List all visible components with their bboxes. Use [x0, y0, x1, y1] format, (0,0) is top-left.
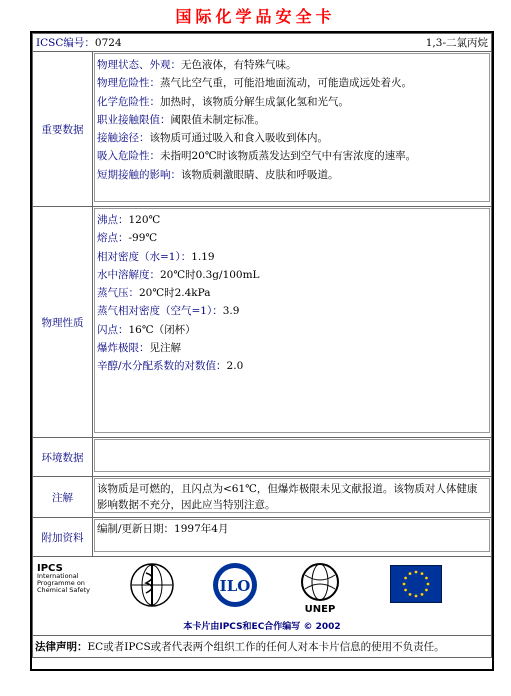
- property-value: -99℃: [128, 232, 158, 245]
- environment-label: 环境数据: [33, 438, 93, 477]
- property-key: 接触途径：: [97, 132, 150, 145]
- eu-flag-icon: [390, 565, 442, 603]
- additional-row: [33, 518, 492, 557]
- property-key: 闪点：: [97, 323, 129, 336]
- property-item: [97, 321, 487, 339]
- eu-star-icon: [404, 589, 407, 592]
- unep-label: UNEP: [304, 604, 336, 615]
- property-value: 该物质可通过吸入和食入吸收到体内。: [149, 132, 328, 145]
- eu-star-icon: [415, 571, 418, 574]
- property-key: 蒸气相对密度（空气=1）：: [97, 305, 223, 318]
- property-value: 20℃时2.4kPa: [139, 287, 211, 300]
- property-item: [97, 93, 487, 111]
- property-value: 1.19: [191, 250, 215, 263]
- physical-properties-row: [33, 207, 492, 438]
- property-key: 蒸气压：: [97, 287, 139, 300]
- property-item: [97, 74, 487, 92]
- notes-label: 注解: [33, 477, 93, 518]
- eu-star-icon: [425, 577, 428, 580]
- header-row: [33, 34, 492, 52]
- safety-card: [30, 31, 494, 671]
- who-emblem-icon: [128, 561, 176, 609]
- property-value: 见注解: [149, 342, 181, 355]
- property-value: 120℃: [128, 214, 161, 226]
- ipcs-title: IPCS: [37, 563, 63, 574]
- property-item: [97, 111, 487, 129]
- ipcs-block: [37, 565, 90, 594]
- property-key: 物理危险性：: [97, 77, 160, 90]
- logo-row: [33, 557, 492, 636]
- property-key: 沸点：: [97, 214, 129, 226]
- card-title: 国际化学品安全卡: [175, 7, 336, 26]
- ipcs-line: Programme on: [37, 579, 85, 587]
- property-value: 加热时，该物质分解生成氯化氢和光气。: [160, 95, 349, 108]
- svg-text:ILO: ILO: [219, 577, 251, 595]
- additional-text: 编制/更新日期：1997年4月: [94, 519, 490, 552]
- property-key: 物理状态、外观：: [97, 59, 181, 71]
- property-key: 熔点：: [97, 232, 129, 245]
- eu-star-icon: [403, 583, 406, 586]
- icsc-label: ICSC编号：: [36, 37, 95, 49]
- physical-properties-label: 物理性质: [33, 207, 93, 438]
- physical-properties-list: [94, 208, 490, 433]
- property-item: [97, 284, 487, 302]
- property-item: [97, 357, 487, 375]
- eu-star-icon: [427, 583, 430, 586]
- eu-star-icon: [421, 593, 424, 596]
- property-item: [97, 248, 487, 266]
- property-value: 3.9: [222, 305, 240, 318]
- important-data-list: [94, 53, 490, 202]
- icsc-number: 0724: [94, 37, 122, 49]
- unep-emblem-icon: [297, 561, 343, 603]
- card-table: [32, 33, 492, 658]
- property-item: [97, 147, 487, 165]
- property-value: 未指明20℃时该物质蒸发达到空气中有害浓度的速率。: [160, 150, 417, 163]
- environment-text: [94, 439, 490, 472]
- ipcs-line: Chemical Safety: [37, 586, 91, 594]
- eu-star-icon: [421, 572, 424, 575]
- property-value: 蒸气比空气重，可能沿地面流动，可能造成远处着火。: [160, 77, 412, 90]
- property-item: [97, 266, 487, 284]
- property-key: 相对密度（水=1）：: [97, 250, 192, 263]
- legal-row: [33, 636, 492, 658]
- property-item: [97, 229, 487, 247]
- property-key: 化学危险性：: [97, 95, 160, 108]
- property-value: 2.0: [226, 360, 244, 373]
- property-item: [97, 56, 487, 74]
- additional-label: 附加资料: [33, 518, 93, 557]
- property-value: 无色液体，有特殊气味。: [181, 59, 297, 71]
- property-key: 爆炸极限：: [97, 342, 150, 355]
- property-key: 水中溶解度：: [97, 268, 160, 281]
- property-key: 职业接触限值：: [97, 113, 171, 126]
- important-data-label: 重要数据: [33, 52, 93, 207]
- property-key: 短期接触的影响：: [97, 168, 181, 181]
- property-item: [97, 211, 487, 229]
- property-value: 20℃时0.3g/100mL: [160, 268, 260, 281]
- legal-label: 法律声明：: [35, 641, 88, 653]
- property-item: [97, 166, 487, 184]
- environment-row: [33, 438, 492, 477]
- eu-star-icon: [404, 577, 407, 580]
- property-item: [97, 302, 487, 320]
- eu-star-icon: [415, 595, 418, 598]
- legal-text: EC或者IPCS或者代表两个组织工作的任何人对本卡片信息的使用不负责任。: [87, 641, 445, 653]
- eu-star-icon: [409, 593, 412, 596]
- eu-star-icon: [425, 589, 428, 592]
- important-data-row: [33, 52, 492, 207]
- eu-star-icon: [409, 572, 412, 575]
- property-value: 阈限值未制定标准。: [170, 113, 265, 126]
- credit-line: 本卡片由IPCS和EC合作编写 © 2002: [183, 622, 341, 632]
- property-item: [97, 339, 487, 357]
- ilo-emblem-icon: [211, 561, 259, 609]
- ipcs-line: International: [37, 572, 79, 580]
- property-value: 16℃（闭杯）: [128, 323, 196, 336]
- notes-text: 该物质是可燃的，且闪点为<61℃，但爆炸极限未见文献报道。该物质对人体健康影响数据不充分，因此应当特别注意。: [94, 478, 490, 513]
- notes-row: [33, 477, 492, 518]
- property-key: 辛醇/水分配系数的对数值：: [97, 360, 227, 373]
- property-item: [97, 129, 487, 147]
- chemical-name: 1,3-二氯丙烷: [425, 37, 488, 49]
- property-value: 该物质刺激眼睛、皮肤和呼吸道。: [181, 168, 339, 181]
- property-key: 吸入危险性：: [97, 150, 160, 163]
